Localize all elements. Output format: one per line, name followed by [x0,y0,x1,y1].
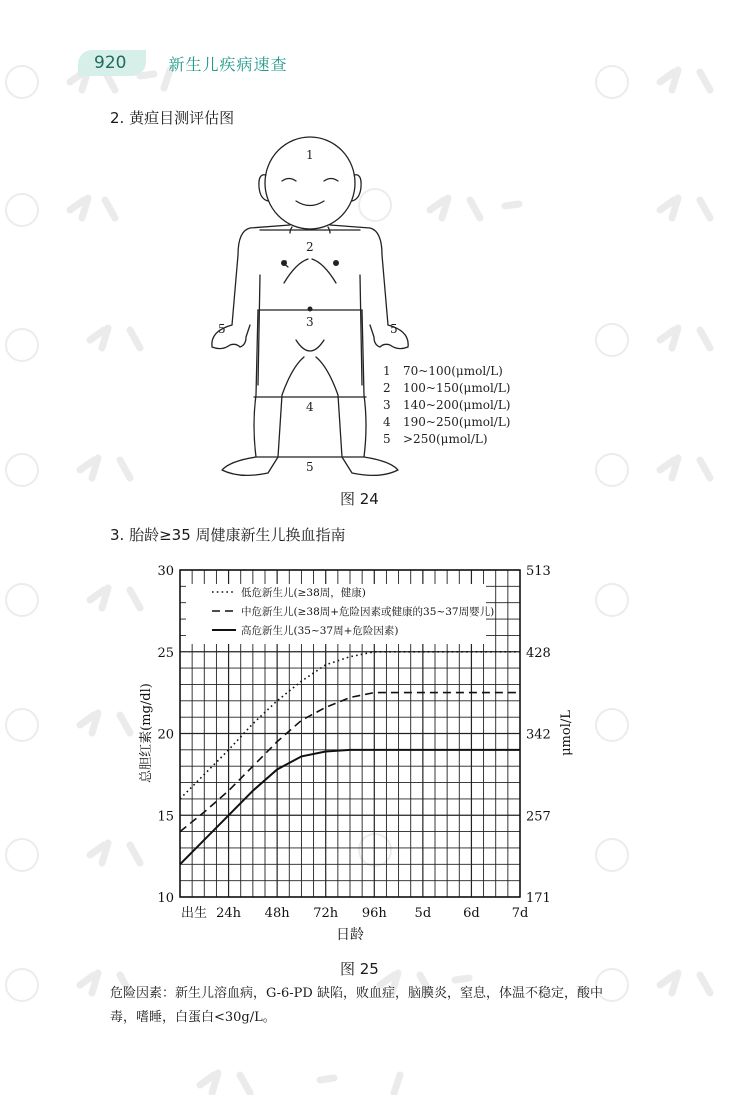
section-3-title: 3. 胎龄≥35 周健康新生儿换血指南 [110,526,346,544]
legend-range-3: 140~200(μmol/L) [403,398,511,412]
x-tick-label: 5d [414,906,432,921]
x-tick-label: 7d [511,906,529,921]
zone-2-label: 2 [306,240,314,254]
page-number: 920 [78,50,146,76]
figure-24-caption: 图 24 [340,490,379,508]
chart-legend [186,584,494,644]
legend-label-2: 中危新生儿(≥38周+危险因素或健康的35~37周婴儿) [241,606,495,618]
y-tick-label: 20 [157,727,174,743]
x-tick-label: 72h [313,906,339,921]
x-axis-label: 日龄 [336,927,364,943]
zone-5-label: 5 [306,460,314,474]
figure-25-caption: 图 25 [340,960,379,978]
zone-5-left-hand: 5 [218,322,226,336]
x-tick-label: 出生 [180,906,208,921]
x-tick-label: 6d [463,906,480,921]
y-right-tick-label: 257 [526,809,551,825]
x-tick-label: 48h [264,906,290,921]
legend-label-1: 低危新生儿(≥38周，健康) [241,587,366,599]
zone-4-label: 4 [306,400,314,414]
x-tick-label: 96h [361,906,387,921]
book-title: 新生儿疾病速查 [168,54,288,74]
y-right-tick-label: 428 [526,645,551,661]
y-right-tick-label: 513 [526,564,551,579]
legend-num-4: 4 [383,415,391,429]
risk-factor-note: 危险因素：新生儿溶血病，G-6-PD 缺陷，败血症，脑膜炎，窒息，体温不稳定，酸中毒，嗜睡，白蛋白<30g/L。 [110,986,603,1025]
y-right-tick-label: 171 [526,891,551,906]
y-tick-label: 25 [157,645,174,661]
x-tick-label: 24h [216,906,242,921]
y-axis-right-label: μmol/L [559,710,574,756]
legend-range-1: 70~100(μmol/L) [403,364,503,378]
legend-num-5: 5 [383,432,391,446]
y-tick-label: 15 [157,809,174,825]
legend-range-4: 190~250(μmol/L) [403,415,511,429]
legend-range-2: 100~150(μmol/L) [403,381,511,395]
legend-label-3: 高危新生儿(35~37周+危险因素) [241,625,399,637]
legend-num-1: 1 [383,364,391,378]
legend-num-3: 3 [383,398,391,412]
zone-3-label: 3 [306,315,314,329]
legend-num-2: 2 [383,381,391,395]
y-right-tick-label: 342 [526,727,551,743]
y-axis-label: 总胆红素(mg/dl) [139,683,154,783]
zone-5-right-hand: 5 [390,322,398,336]
section-2-title: 2. 黄疸目测评估图 [110,109,235,127]
legend-range-5: >250(μmol/L) [403,432,488,446]
y-tick-label: 10 [157,891,174,906]
y-tick-label: 30 [157,564,174,579]
zone-1-label: 1 [306,148,314,162]
